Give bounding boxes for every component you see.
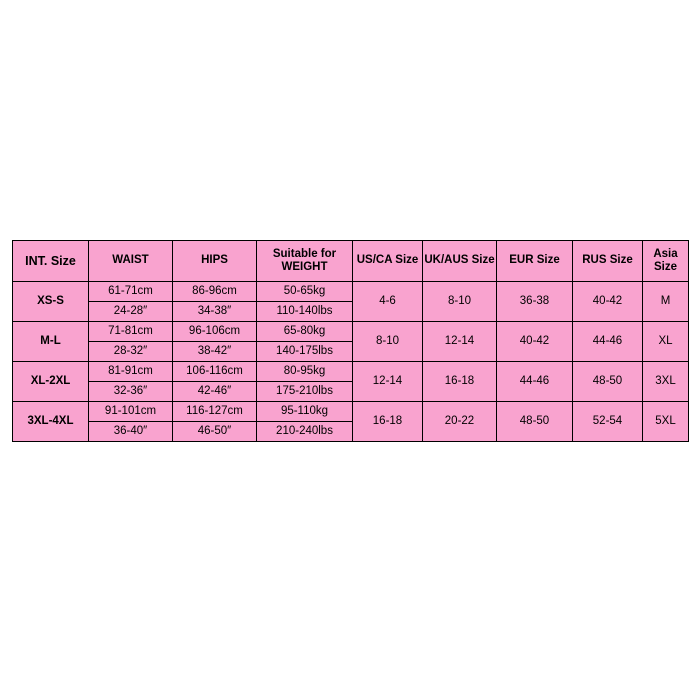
cell-eur: 44-46 (497, 362, 573, 402)
table-row (13, 362, 689, 382)
cell-weight-lbs: 110-140lbs (257, 302, 353, 322)
cell-weight-kg: 95-110kg (257, 402, 353, 422)
cell-rus: 44-46 (573, 322, 643, 362)
cell-uk-aus: 16-18 (423, 362, 497, 402)
cell-waist-in: 32-36″ (89, 382, 173, 402)
cell-int-size: XL-2XL (13, 362, 89, 402)
cell-waist-in: 28-32″ (89, 342, 173, 362)
cell-waist-cm: 81-91cm (89, 362, 173, 382)
cell-int-size: M-L (13, 322, 89, 362)
cell-waist-cm: 61-71cm (89, 282, 173, 302)
cell-int-size: 3XL-4XL (13, 402, 89, 442)
cell-us-ca: 12-14 (353, 362, 423, 402)
size-chart-table-container (12, 240, 688, 442)
column-header-asia: Asia Size (643, 241, 689, 282)
cell-uk-aus: 8-10 (423, 282, 497, 322)
column-header-us-ca: US/CA Size (353, 241, 423, 282)
cell-eur: 48-50 (497, 402, 573, 442)
table-row (13, 282, 689, 302)
cell-eur: 40-42 (497, 322, 573, 362)
cell-hips-cm: 96-106cm (173, 322, 257, 342)
column-header-uk-aus: UK/AUS Size (423, 241, 497, 282)
cell-asia: M (643, 282, 689, 322)
cell-waist-in: 24-28″ (89, 302, 173, 322)
table-row (13, 402, 689, 422)
cell-hips-in: 42-46″ (173, 382, 257, 402)
cell-asia: 3XL (643, 362, 689, 402)
cell-weight-kg: 65-80kg (257, 322, 353, 342)
cell-hips-in: 34-38″ (173, 302, 257, 322)
cell-hips-cm: 86-96cm (173, 282, 257, 302)
cell-uk-aus: 20-22 (423, 402, 497, 442)
cell-hips-cm: 106-116cm (173, 362, 257, 382)
cell-weight-lbs: 140-175lbs (257, 342, 353, 362)
column-header-rus: RUS Size (573, 241, 643, 282)
cell-rus: 40-42 (573, 282, 643, 322)
table-header-row (13, 241, 689, 282)
column-header-eur: EUR Size (497, 241, 573, 282)
cell-hips-cm: 116-127cm (173, 402, 257, 422)
cell-asia: 5XL (643, 402, 689, 442)
cell-weight-kg: 50-65kg (257, 282, 353, 302)
cell-us-ca: 4-6 (353, 282, 423, 322)
table-row (13, 322, 689, 342)
column-header-weight: Suitable for WEIGHT (257, 241, 353, 282)
cell-us-ca: 16-18 (353, 402, 423, 442)
cell-waist-cm: 91-101cm (89, 402, 173, 422)
cell-eur: 36-38 (497, 282, 573, 322)
cell-waist-cm: 71-81cm (89, 322, 173, 342)
cell-uk-aus: 12-14 (423, 322, 497, 362)
cell-weight-lbs: 175-210lbs (257, 382, 353, 402)
cell-waist-in: 36-40″ (89, 422, 173, 442)
cell-rus: 52-54 (573, 402, 643, 442)
cell-hips-in: 38-42″ (173, 342, 257, 362)
cell-us-ca: 8-10 (353, 322, 423, 362)
column-header-int-size: INT. Size (13, 241, 89, 282)
cell-weight-lbs: 210-240lbs (257, 422, 353, 442)
cell-hips-in: 46-50″ (173, 422, 257, 442)
size-chart-table (12, 240, 689, 442)
cell-rus: 48-50 (573, 362, 643, 402)
column-header-waist: WAIST (89, 241, 173, 282)
column-header-hips: HIPS (173, 241, 257, 282)
cell-weight-kg: 80-95kg (257, 362, 353, 382)
cell-int-size: XS-S (13, 282, 89, 322)
cell-asia: XL (643, 322, 689, 362)
